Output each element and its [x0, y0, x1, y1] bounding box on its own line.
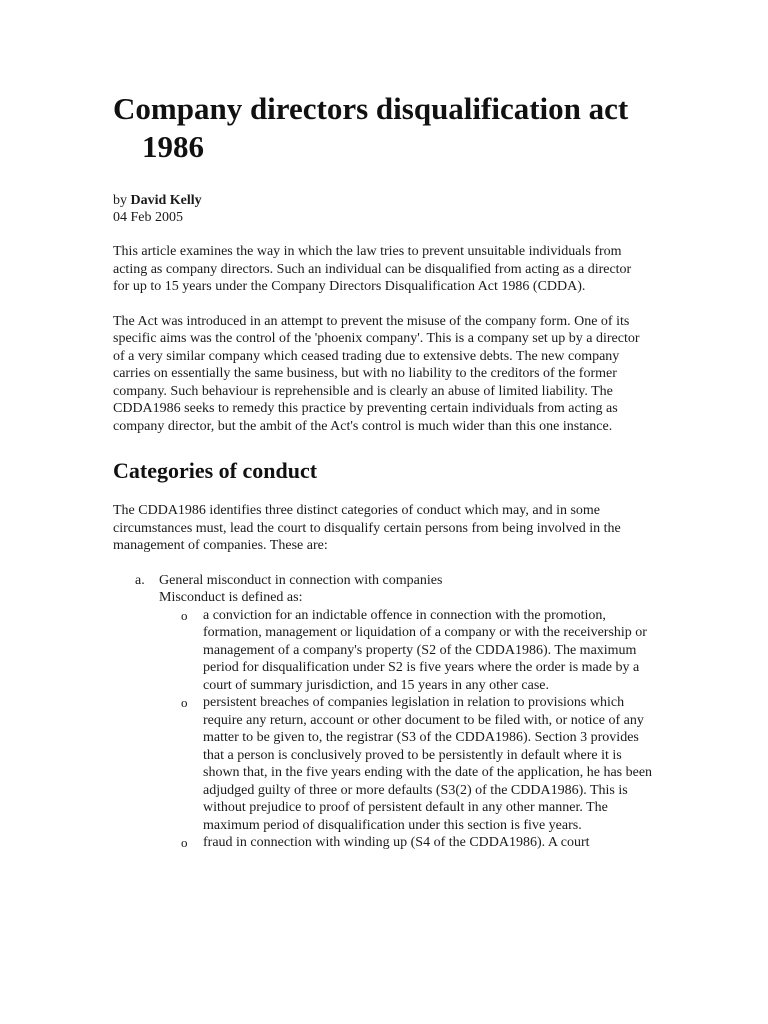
- bullet-text: fraud in connection with winding up (S4 of the CDDA1986). A court: [203, 835, 590, 850]
- bullet-item: [181, 694, 653, 834]
- bullet-marker: o: [181, 835, 188, 850]
- bullet-text: persistent breaches of companies legislation in relation to provisions which require any return, account or other document to be filed with, or notice of any matter to be given to, the registrar (S3 of the CDDA1986). Section 3 provides that a person is conclusively proved to be persistently in default where it is shown that, in the five years ending with the date of the application, he has been adjudged guilty of three or more defaults (S3(2) of the CDDA1986). This is without prejudice to proof of persistent default in any other manner. The maximum period of disqualification under this section is five years.: [203, 695, 653, 833]
- article-title: Company directors disqualification act 1986: [113, 91, 629, 164]
- section-paragraph: The CDDA1986 identifies three distinct categories of conduct which may, and in some circumstances must, lead the court to disqualify certain persons from being involved in the management of companies. These are:: [113, 503, 621, 553]
- bullet-item: [181, 834, 653, 852]
- bullet-marker: o: [181, 695, 188, 710]
- list-item-title: General misconduct in connection with companies: [159, 572, 443, 588]
- misconduct-bullets: [159, 607, 653, 852]
- byline: [113, 192, 668, 209]
- author-name: David Kelly: [130, 193, 202, 208]
- list-marker: a.: [135, 572, 145, 588]
- act-paragraph: The Act was introduced in an attempt to prevent the misuse of the company form. One of its specific aims was the control of the 'phoenix company'. This is a company set up by a director of a very similar company which ceased trading due to extensive debts. The new company carries on essentially the same business, but with no liability to the creditors of the former company. Such behaviour is reprehensible and is clearly an abuse of limited liability. The CDDA1986 seeks to remedy this practice by preventing certain individuals from acting as company director, but the ambit of the Act's control is much wider than this one instance.: [113, 313, 640, 434]
- conduct-list: [113, 572, 668, 852]
- intro-paragraph: This article examines the way in which the law tries to prevent unsuitable individuals from acting as company directors. Such an individual can be disqualified from acting as a director for up to 15 years under the Company Directors Disqualification Act 1986 (CDDA).: [113, 244, 632, 294]
- publish-date: 04 Feb 2005: [113, 210, 183, 225]
- bullet-marker: o: [181, 607, 188, 623]
- byline-prefix: by: [113, 193, 131, 208]
- bullet-text: a conviction for an indictable offence in connection with the promotion, formation, management or liquidation of a company or with the receivership or management of a company's property (S2 of the CDDA1986). The maximum period for disqualification under S2 is five years where the order is made by a court of summary jurisdiction, and 15 years in any other case.: [203, 607, 647, 693]
- section-heading: Categories of conduct: [113, 458, 318, 483]
- bullet-item: [181, 607, 653, 695]
- list-item: [135, 572, 653, 852]
- list-item-subtitle: Misconduct is defined as:: [159, 590, 303, 605]
